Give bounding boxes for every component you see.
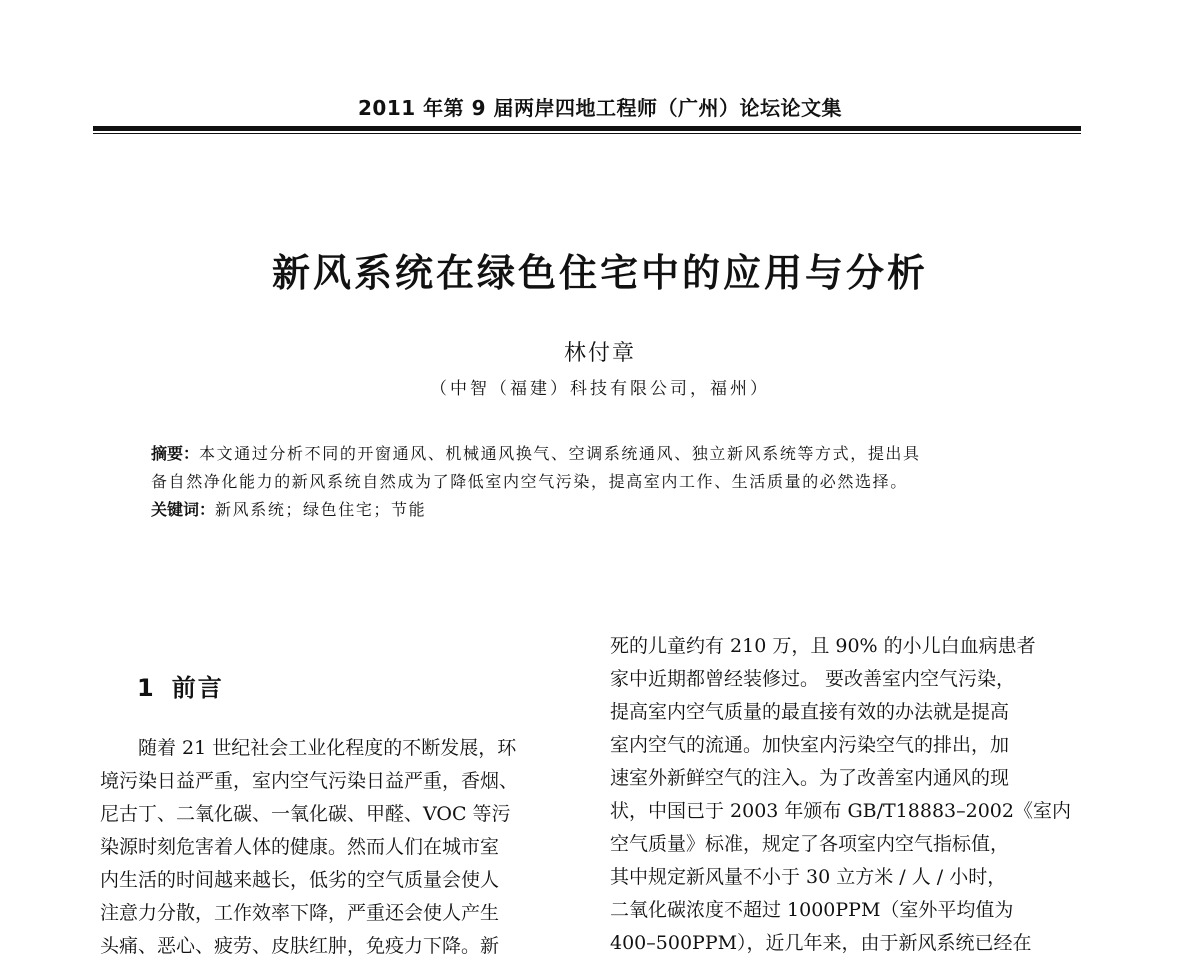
running-header: 2011 年第 9 届两岸四地工程师（广州）论坛论文集 xyxy=(358,96,842,120)
keywords-text: 新风系统；绿色住宅；节能 xyxy=(215,500,427,519)
keywords-line xyxy=(151,496,1051,524)
body-right-line: 空气质量》标准，规定了各项室内空气指标值， xyxy=(610,833,1010,855)
body-right-line: 提高室内空气质量的最直接有效的办法就是提高 xyxy=(610,701,1010,723)
body-left-line: 染源时刻危害着人体的健康。然而人们在城市室 xyxy=(100,836,500,858)
body-right-line: 状，中国已于 2003 年颁布 GB/T18883–2002《室内 xyxy=(610,800,1071,822)
body-column-left xyxy=(100,732,566,963)
paper-affiliation: （中智（福建）科技有限公司，福州） xyxy=(430,379,770,399)
body-left-line: 尼古丁、二氧化碳、一氧化碳、甲醛、VOC 等污 xyxy=(100,803,511,825)
body-left-line: 注意力分散，工作效率下降，严重还会使人产生 xyxy=(100,902,500,924)
body-left-line: 境污染日益严重，室内空气污染日益严重，香烟、 xyxy=(100,770,519,792)
abstract-label: 摘要： xyxy=(151,444,200,463)
body-left-line: 内生活的时间越来越长，低劣的空气质量会使人 xyxy=(100,869,500,891)
abstract-line-1 xyxy=(151,440,1051,468)
header-rule-thin xyxy=(93,133,1081,134)
header-rule-thick xyxy=(93,126,1081,131)
body-right-line: 其中规定新风量不小于 30 立方米 / 人 / 小时， xyxy=(610,866,1007,888)
section-title: 前言 xyxy=(171,674,224,702)
abstract-line-2: 备自然净化能力的新风系统自然成为了降低室内空气污染，提高室内工作、生活质量的必然选择。 xyxy=(151,472,908,491)
body-right-line: 室内空气的流通。加快室内污染空气的排出，加 xyxy=(610,734,1010,756)
body-left-line: 随着 21 世纪社会工业化程度的不断发展，环 xyxy=(138,737,517,759)
abstract-text-1: 本文通过分析不同的开窗通风、机械通风换气、空调系统通风、独立新风系统等方式，提出具 xyxy=(199,444,921,463)
body-left-line: 头痛、恶心、疲劳、皮肤红肿，免疫力下降。新 xyxy=(100,935,500,957)
body-right-line: 400–500PPM），近几年来，由于新风系统已经在 xyxy=(610,932,1032,954)
paper-author: 林付章 xyxy=(563,341,636,366)
section-number: 1 xyxy=(137,674,156,702)
body-column-right xyxy=(610,630,1082,960)
paper-title: 新风系统在绿色住宅中的应用与分析 xyxy=(271,251,928,295)
abstract-block xyxy=(151,440,1051,524)
section-heading xyxy=(137,668,224,703)
keywords-label: 关键词： xyxy=(151,500,216,519)
body-right-line: 死的儿童约有 210 万，且 90% 的小儿白血病患者 xyxy=(610,635,1036,657)
body-right-line: 速室外新鲜空气的注入。为了改善室内通风的现 xyxy=(610,767,1010,789)
body-right-line: 二氧化碳浓度不超过 1000PPM（室外平均值为 xyxy=(610,899,1014,921)
body-right-line: 家中近期都曾经装修过。 要改善室内空气污染， xyxy=(610,668,1016,690)
